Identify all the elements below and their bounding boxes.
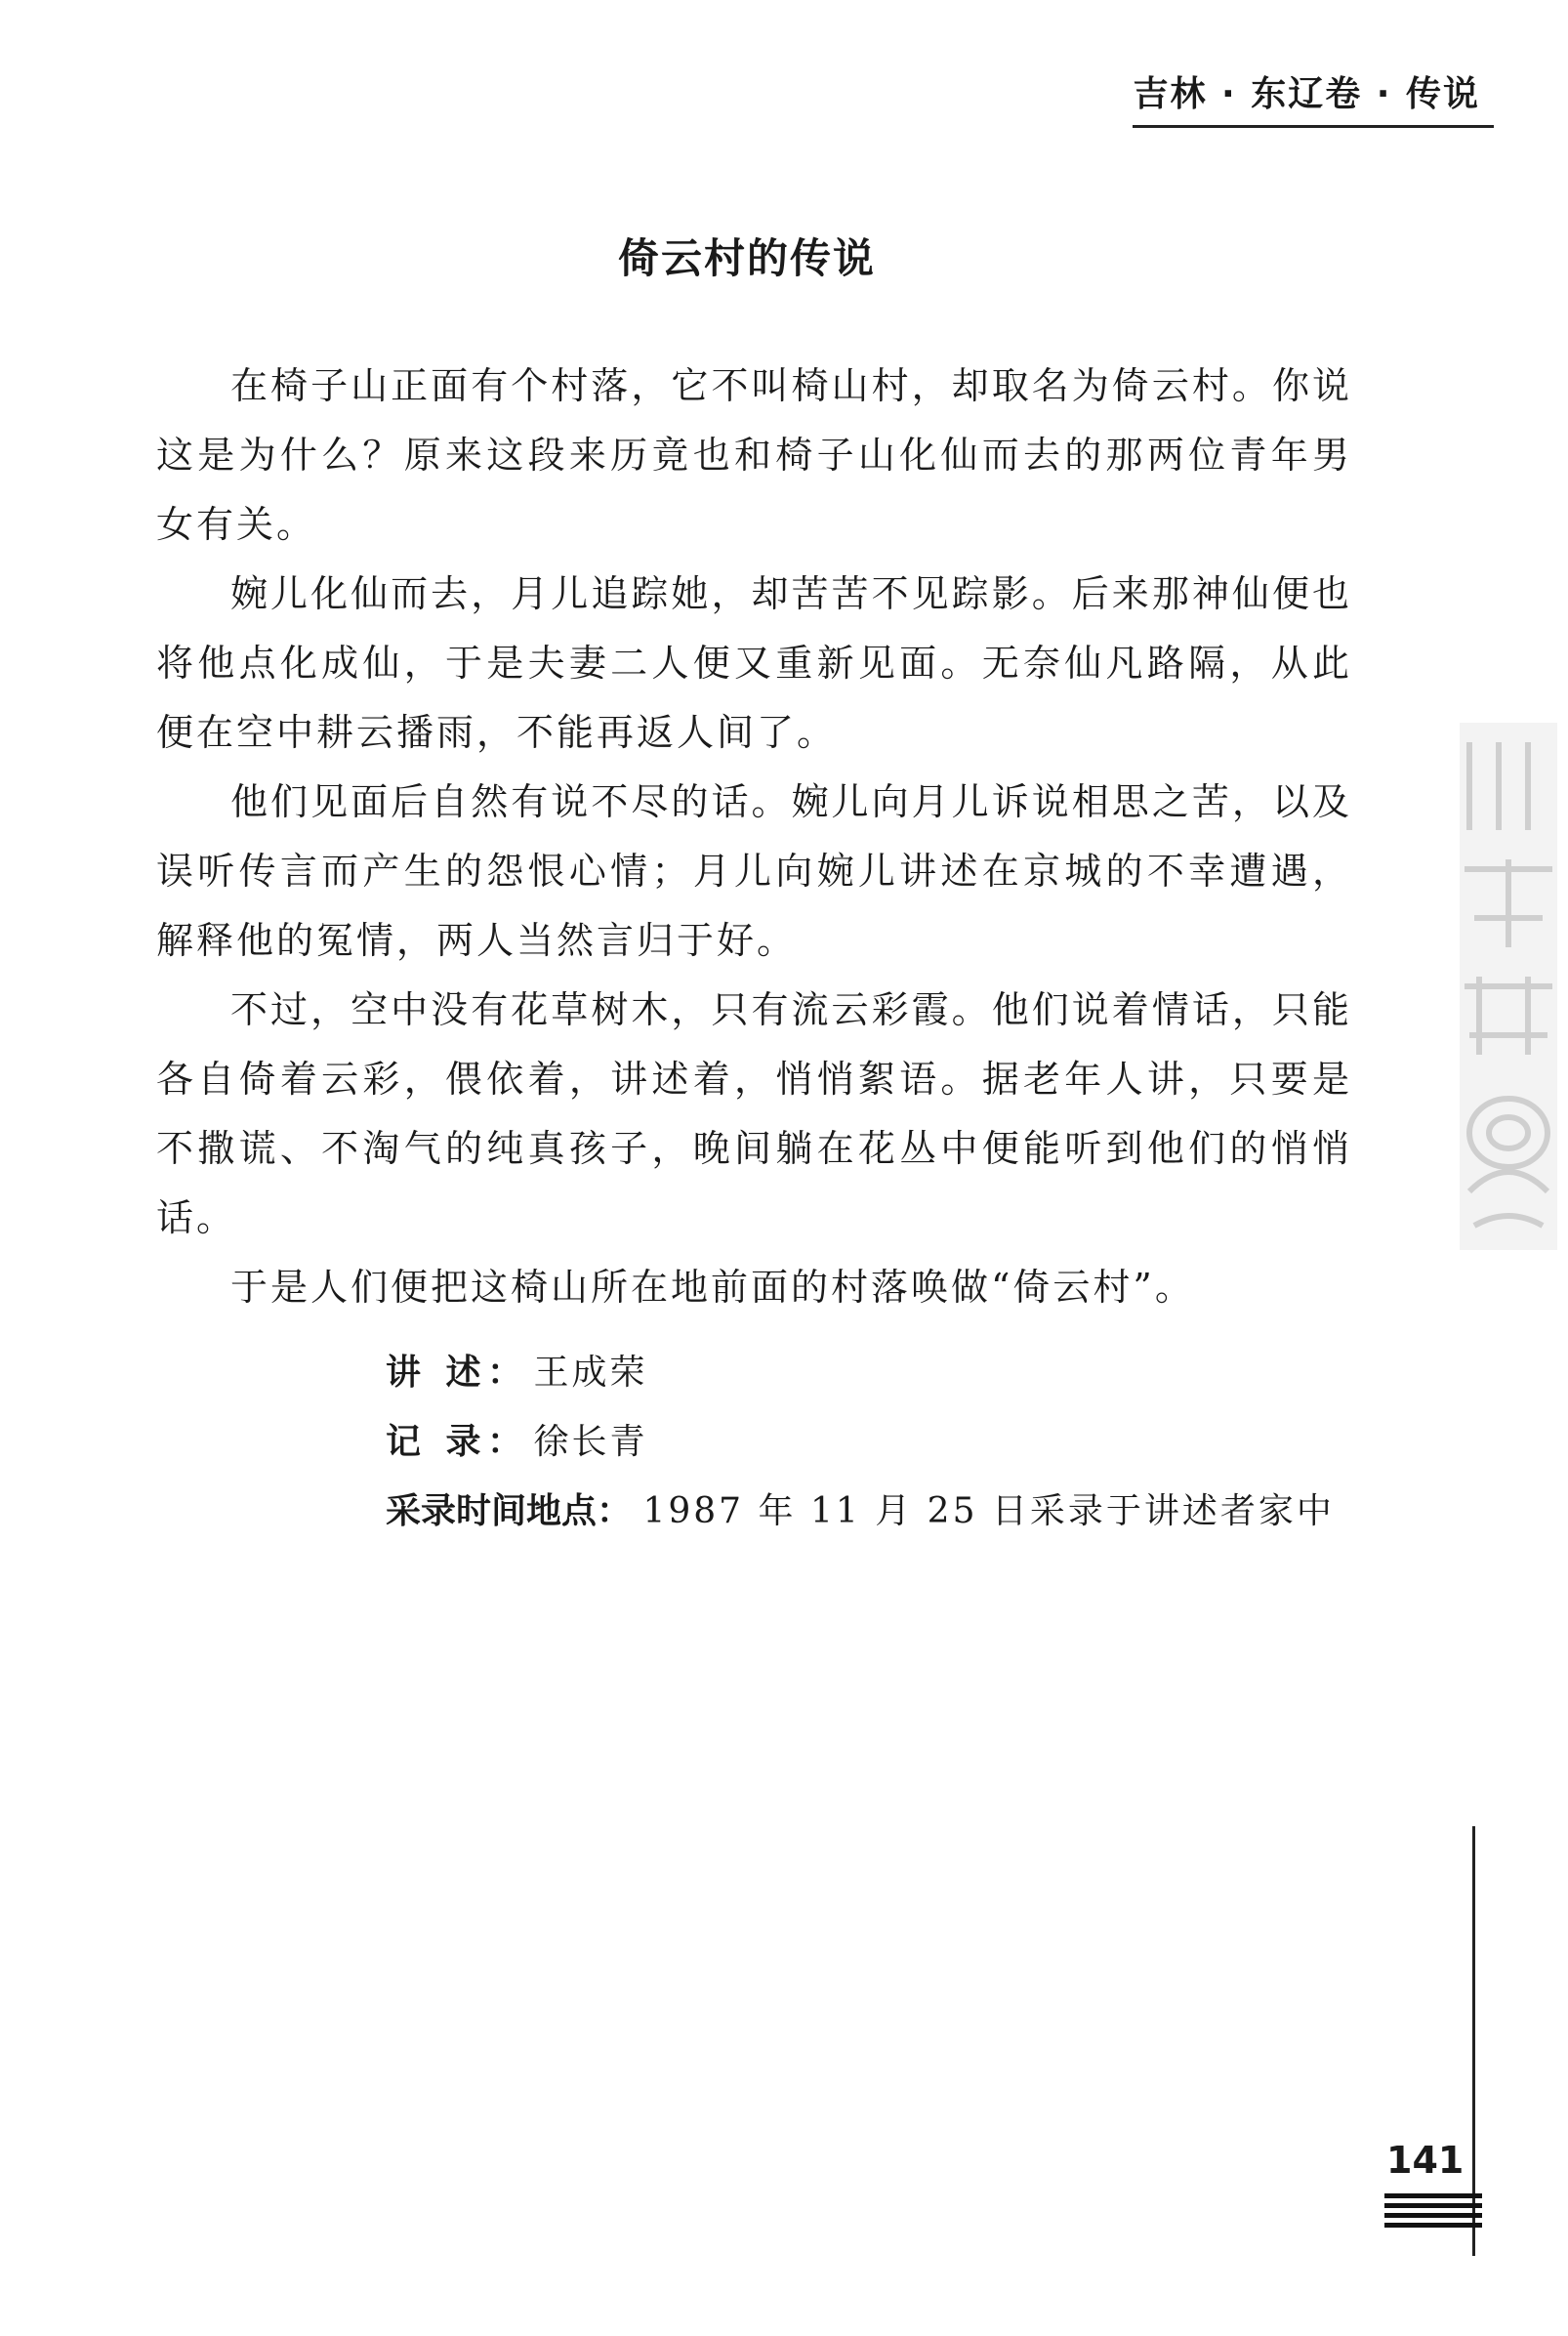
paragraph: 在椅子山正面有个村落，它不叫椅山村，却取名为倚云村。你说这是为什么？原来这段来历竟也和椅子山化仙而去的那两位青年男女有关。 [156, 364, 1352, 546]
page-number: 141 [1386, 2139, 1465, 2182]
time-place-value: 1987 年 11 月 25 日采录于讲述者家中 [642, 1491, 1335, 1531]
paragraph: 不过，空中没有花草树木，只有流云彩霞。他们说着情话，只能各自倚着云彩，偎依着，讲述着，悄悄絮语。据老年人讲，只要是不撒谎、不淘气的纯真孩子，晚间躺在花丛中便能听到他们的悄悄话。 [156, 988, 1352, 1239]
narrator-name: 王成荣 [533, 1353, 648, 1393]
story-title: 倚云村的传说 [617, 234, 876, 282]
time-place-row [386, 1477, 1362, 1546]
header-rule [1133, 125, 1494, 128]
paragraph: 于是人们便把这椅山所在地前面的村落唤做“倚云村”。 [230, 1266, 1195, 1309]
story-body [156, 352, 1352, 1322]
credits-block [386, 1338, 1362, 1546]
running-header: 吉林 · 东辽卷 · 传说 [1133, 74, 1480, 114]
recorder-name: 徐长青 [533, 1422, 648, 1462]
side-decoration-watermark [1430, 723, 1567, 1279]
recorder-label: 记 录： [386, 1422, 522, 1462]
paragraph: 婉儿化仙而去，月儿追踪她，却苦苦不见踪影。后来那神仙便也将他点化成仙，于是夫妻二人便又重新见面。无奈仙凡路隔，从此便在空中耕云播雨，不能再返人间了。 [156, 572, 1352, 754]
vertical-rule [1472, 1826, 1475, 2256]
recorder-row [386, 1407, 1362, 1477]
time-place-label: 采录时间地点： [386, 1491, 633, 1531]
narrator-row [386, 1338, 1362, 1407]
paragraph: 他们见面后自然有说不尽的话。婉儿向月儿诉说相思之苦，以及误听传言而产生的怨恨心情；月儿向婉儿讲述在京城的不幸遭遇，解释他的冤情，两人当然言归于好。 [156, 780, 1352, 962]
page-number-bars [1384, 2193, 1482, 2232]
narrator-label: 讲 述： [386, 1353, 522, 1393]
